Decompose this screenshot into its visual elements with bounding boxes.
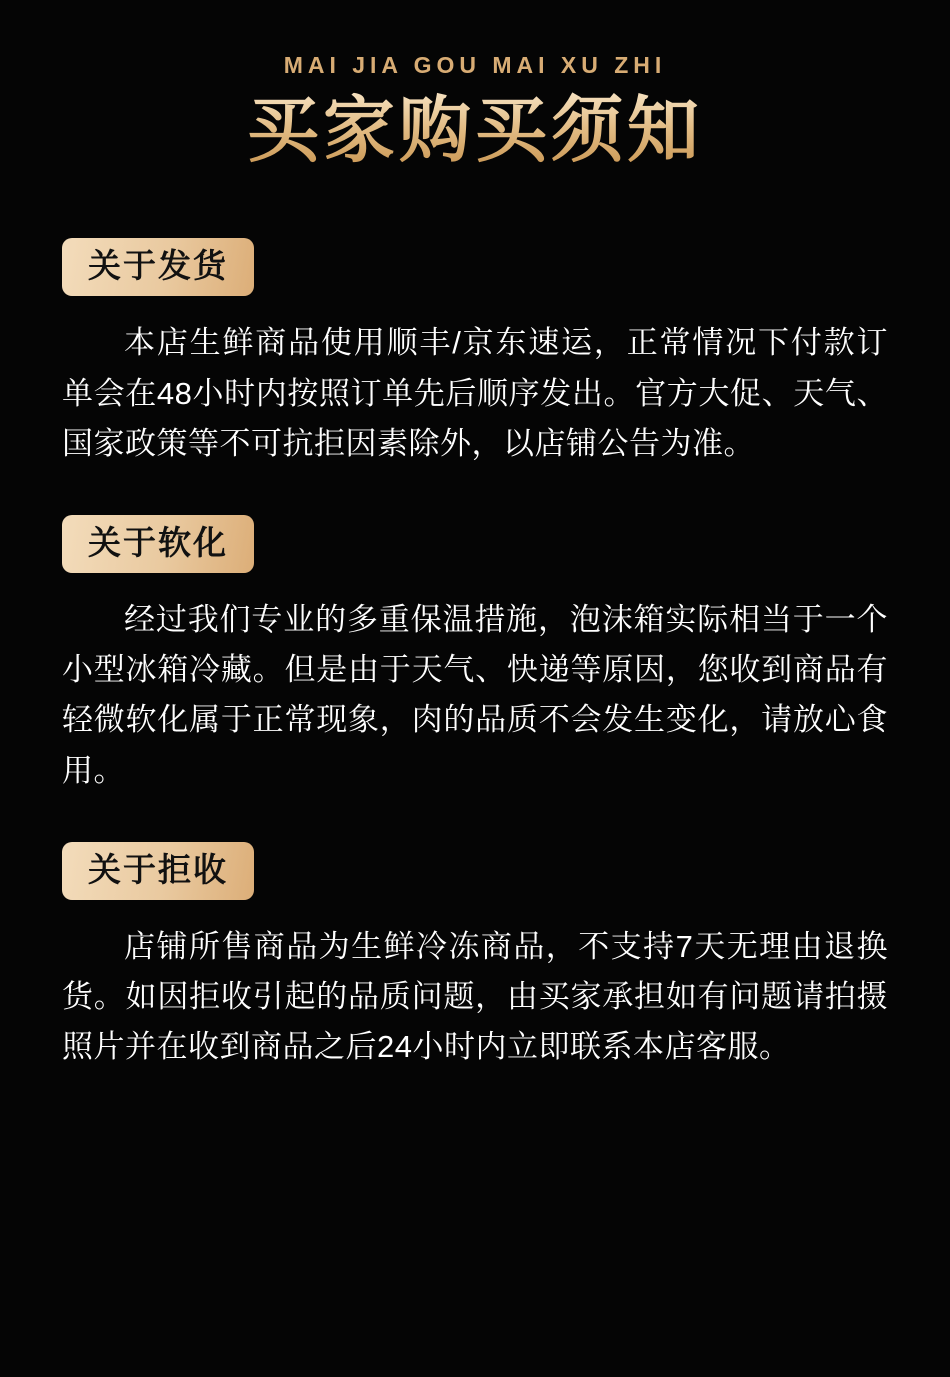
section-text-rejection: 店铺所售商品为生鲜冷冻商品，不支持7天无理由退换货。如因拒收引起的品质问题，由买家承担如有问题请拍摄照片并在收到商品之后24小时内立即联系本店客服。	[62, 928, 888, 1065]
section-badge-rejection: 关于拒收	[62, 842, 254, 900]
page-header	[0, 0, 950, 172]
section-rejection	[62, 842, 888, 1073]
page-title: 买家购买须知	[0, 90, 950, 173]
section-badge-softening: 关于软化	[62, 515, 254, 573]
notice-sections	[0, 238, 950, 1072]
pinyin-subtitle: MAI JIA GOU MAI XU ZHI	[283, 52, 667, 78]
section-shipping	[62, 238, 888, 469]
section-softening	[62, 515, 888, 796]
section-text-shipping: 本店生鲜商品使用顺丰/京东速运，正常情况下付款订单会在48小时内按照订单先后顺序发出。官方大促、天气、国家政策等不可抗拒因素除外，以店铺公告为准。	[62, 325, 888, 461]
section-badge-shipping: 关于发货	[62, 238, 254, 296]
section-text-softening: 经过我们专业的多重保温措施，泡沫箱实际相当于一个小型冰箱冷藏。但是由于天气、快递等原因，您收到商品有轻微软化属于正常现象，肉的品质不会发生变化，请放心食用。	[62, 601, 888, 788]
